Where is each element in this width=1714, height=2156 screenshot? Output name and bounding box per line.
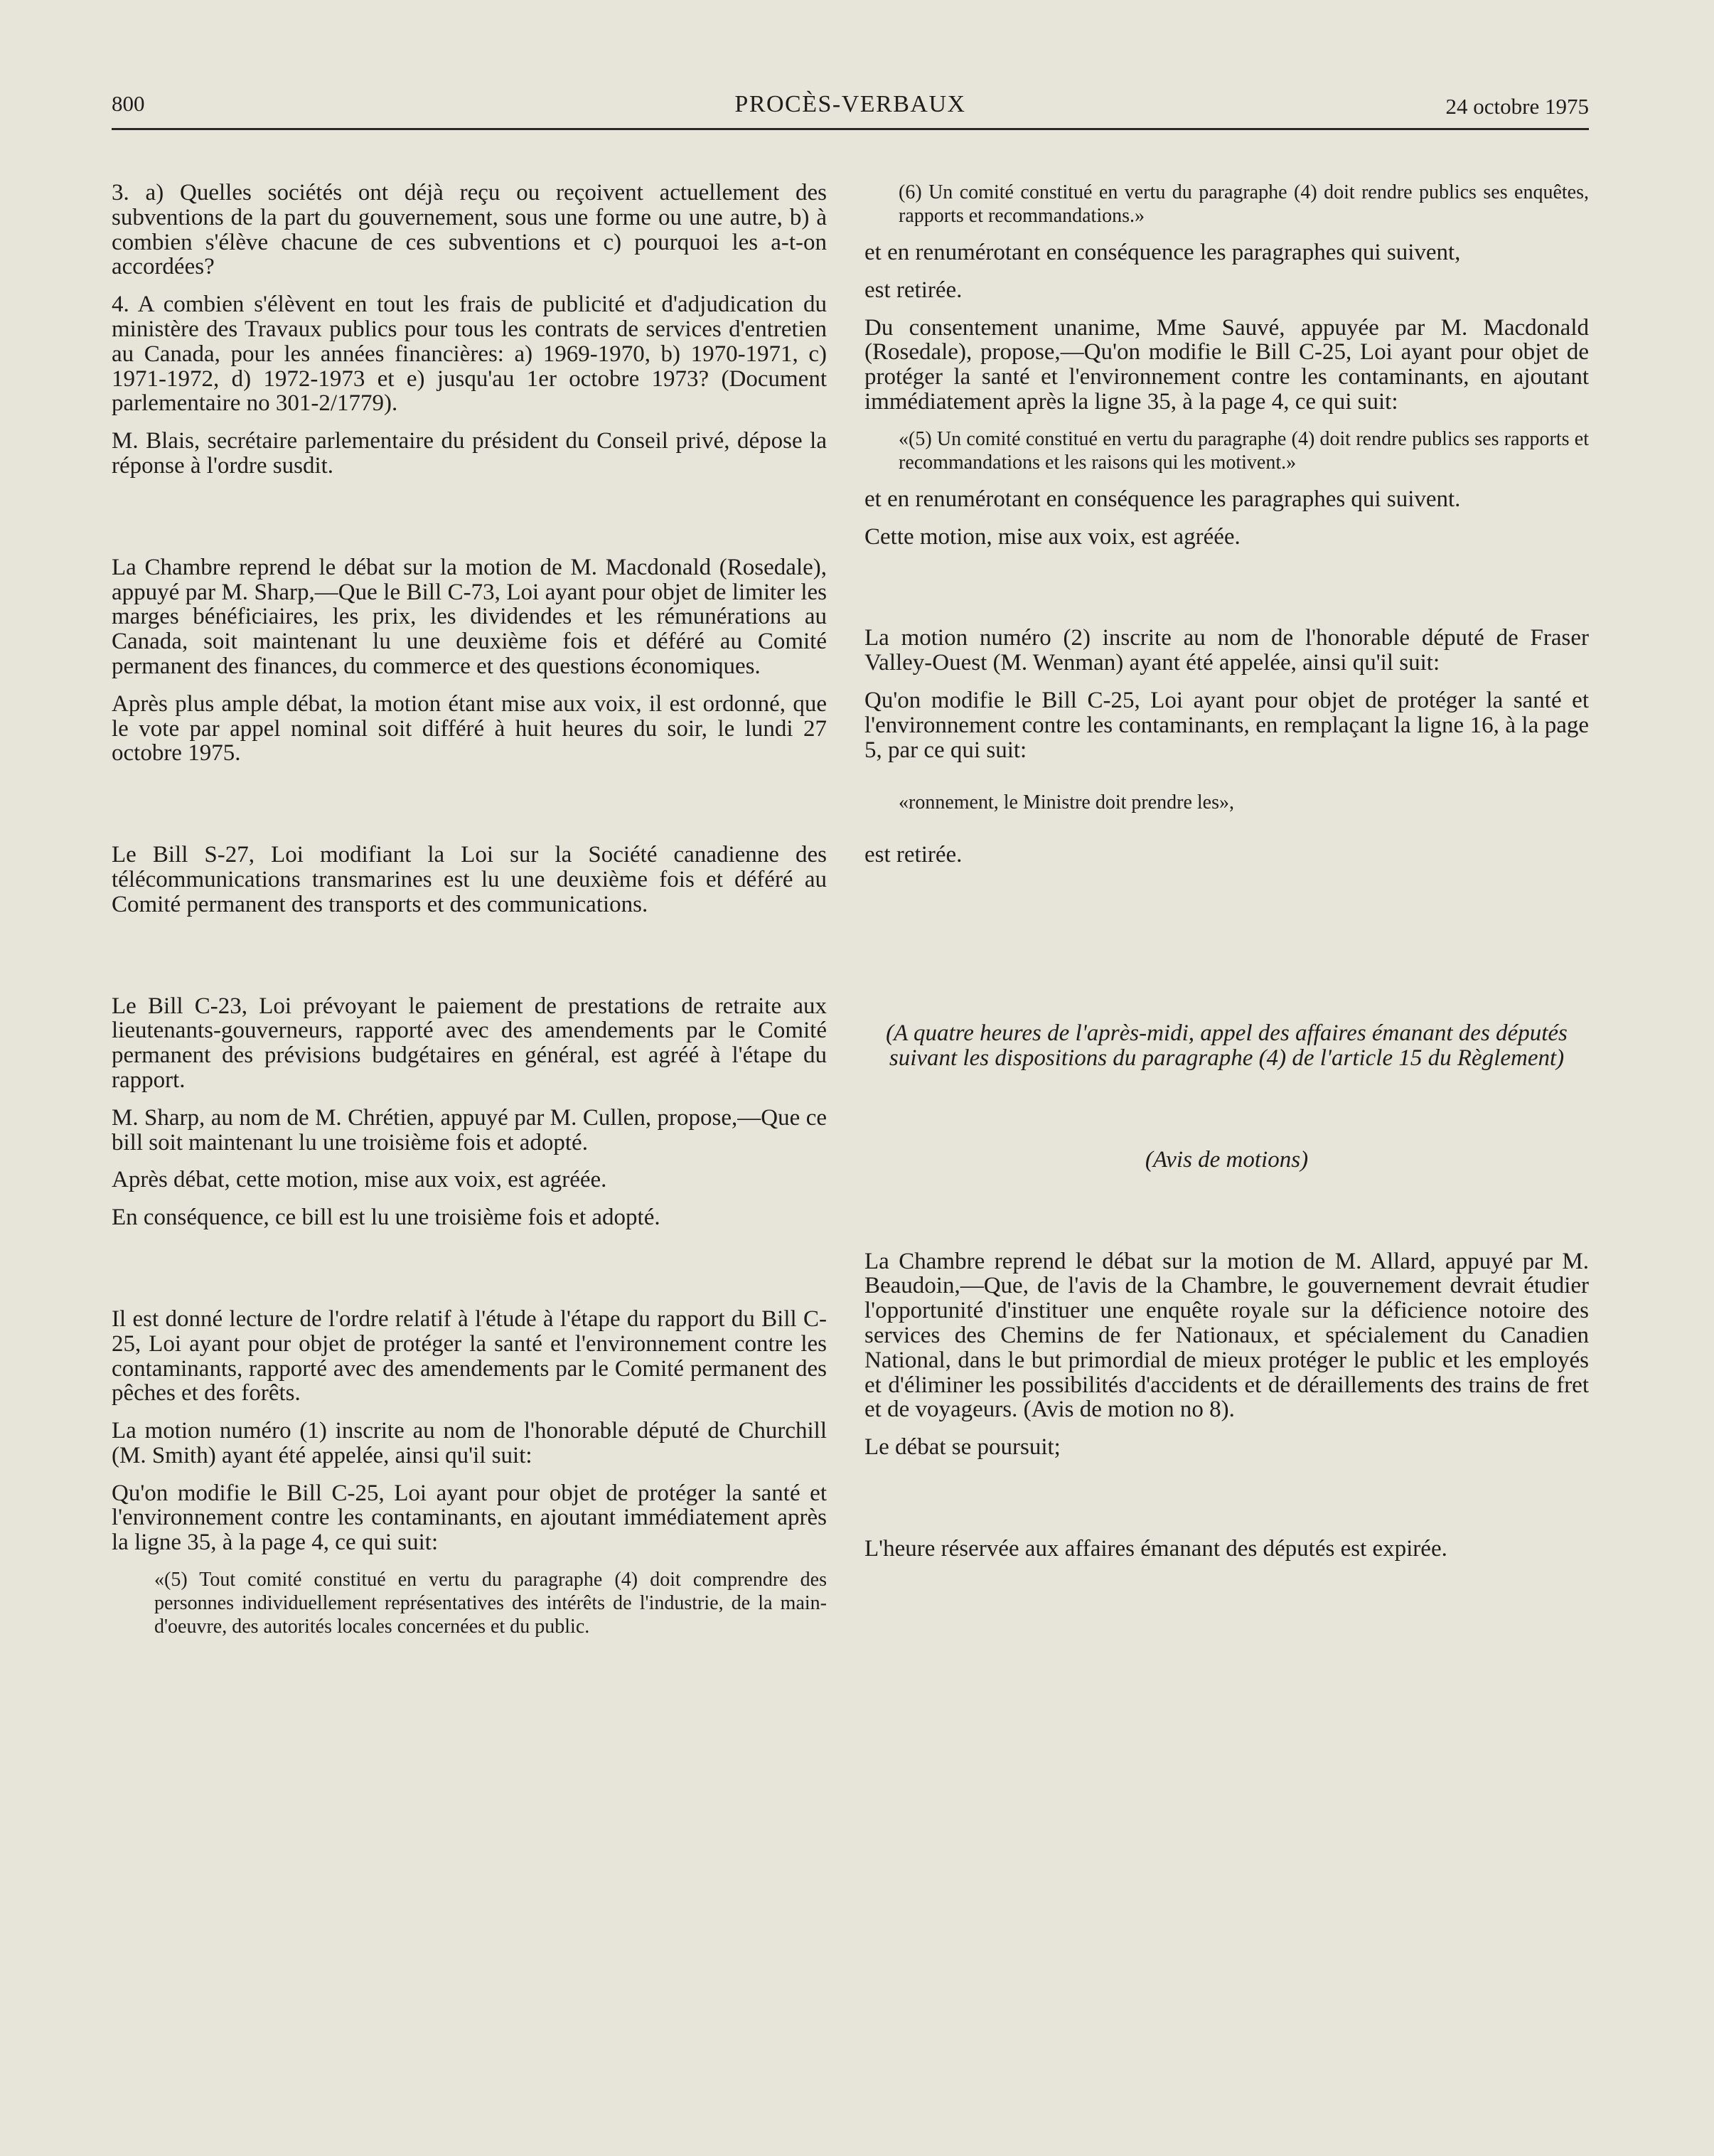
- sharp-motion: M. Sharp, au nom de M. Chrétien, appuyé par M. Cullen, propose,—Que ce bill soit maintenant lu une troisième fois et adopté.: [112, 1104, 827, 1156]
- motion-1: La motion numéro (1) inscrite au nom de l'honorable député de Churchill (M. Smith) ayant été appelée, ainsi qu'il suit:: [112, 1418, 827, 1468]
- quoted-line-16: «ronnement, le Ministre doit prendre les»,: [899, 791, 1234, 814]
- debate-continues: Le débat se poursuit;: [864, 1434, 1061, 1461]
- sauve-motion: Du consentement unanime, Mme Sauvé, appuyée par M. Macdonald (Rosedale), propose,—Qu'on modifie le Bill C-25, Loi ayant pour objet de protéger la santé et l'environnement contre les contaminants, en ajoutant immédiatement après la ligne 35, à la page 4, ce qui suit:: [864, 314, 1589, 415]
- allard-motion: La Chambre reprend le débat sur la motion de M. Allard, appuyé par M. Beaudoin,—Que, de l'avis de la Chambre, le gouvernement devrait étudier l'opportunité d'instituer une enquête royale sur la déficience notoire des services des Chemins de fer Nationaux, et spécialement du Canadien National, dans le but primordial de mieux protéger le public et les employés et d'éliminer les possibilités d'accidents et de déraillements des trains de fret et de voyageurs. (Avis de motion no 8).: [864, 1248, 1589, 1423]
- motion-2: La motion numéro (2) inscrite au nom de l'honorable député de Fraser Valley-Ouest (M. Wenman) ayant été appelée, ainsi qu'il suit:: [864, 625, 1589, 676]
- bill-s27-paragraph: Le Bill S-27, Loi modifiant la Loi sur la Société canadienne des télécommunications transmarines est lu une deuxième fois et déféré au Comité permanent des transports et des communications.: [112, 842, 827, 917]
- right-column: [864, 181, 1589, 1562]
- notices-heading: (Avis de motions): [1145, 1146, 1309, 1173]
- blais-paragraph: M. Blais, secrétaire parlementaire du président du Conseil privé, dépose la réponse à l'ordre susdit.: [112, 428, 827, 479]
- page-header: [112, 91, 1589, 130]
- bill-c23-paragraph: Le Bill C-23, Loi prévoyant le paiement de prestations de retraite aux lieutenants-gouverneurs, rapporté avec des amendements par le Comité permanent des prévisions budgétaires en général, est agréé à l'étape du rapport.: [112, 993, 827, 1093]
- amendment-1: Qu'on modifie le Bill C-25, Loi ayant pour objet de protéger la santé et l'environnement contre les contaminants, en ajoutant immédiatement après la ligne 35, à la page 4, ce qui suit:: [112, 1480, 827, 1556]
- private-members-heading: (A quatre heures de l'après-midi, appel des affaires émanant des députés suivant les dispositions du paragraphe (4) de l'article 15 du Règlement): [886, 1020, 1568, 1071]
- bill-c25-order: Il est donné lecture de l'ordre relatif à l'étude à l'étape du rapport du Bill C-25, Loi ayant pour objet de protéger la santé et l'environnement contre les contaminants, rapporté avec des amendements par le Comité permanent des pêches et des forêts.: [112, 1306, 827, 1407]
- renumber-1: et en renumérotant en conséquence les paragraphes qui suivent,: [864, 240, 1461, 265]
- bill-c73-deferred: Après plus ample débat, la motion étant mise aux voix, il est ordonné, que le vote par appel nominal soit différé à huit heures du soir, le lundi 27 octobre 1975.: [112, 690, 827, 767]
- quoted-subsection-5: «(5) Tout comité constitué en vertu du paragraphe (4) doit comprendre des personnes individuellement représentatives des intérêts de l'industrie, de la main-d'oeuvre, des autorités locales concernées et du public.: [154, 1569, 827, 1638]
- hour-expired: L'heure réservée aux affaires émanant des députés est expirée.: [864, 1535, 1447, 1562]
- amendment-2: Qu'on modifie le Bill C-25, Loi ayant pour objet de protéger la santé et l'environnement contre les contaminants, en remplaçant la ligne 16, à la page 5, par ce qui suit:: [864, 687, 1589, 763]
- page-title: PROCÈS-VERBAUX: [734, 91, 966, 117]
- question-4: 4. A combien s'élèvent en tout les frais de publicité et d'adjudication du ministère des Travaux publics pour tous les contrats de services d'entretien au Canada, pour les années financières: a) 1969-1970, b) 1970-1971, c) 1971-1972, d) 1972-1973 et e) jusqu'au 1er octobre 1973? (Document parlementaire no 301-2/1779).: [112, 292, 827, 417]
- quoted-subsection-5b: «(5) Un comité constitué en vertu du paragraphe (4) doit rendre publics ses rapports et recommandations et les raisons qui les motivent.»: [899, 427, 1589, 474]
- left-column: [112, 181, 827, 1638]
- page-date: 24 octobre 1975: [1445, 94, 1589, 119]
- question-3: 3. a) Quelles sociétés ont déjà reçu ou reçoivent actuellement des subventions de la part du gouvernement, sous une forme ou une autre, b) à combien s'élève chacune de ces subventions et c) pourquoi les a-t-on accordées?: [112, 180, 827, 280]
- motion-agreed-2: Cette motion, mise aux voix, est agréée.: [864, 523, 1241, 550]
- renumber-2: et en renumérotant en conséquence les paragraphes qui suivent.: [864, 486, 1461, 512]
- withdrawn-1: est retirée.: [864, 277, 963, 303]
- quoted-subsection-6: (6) Un comité constitué en vertu du paragraphe (4) doit rendre publics ses enquêtes, rapports et recommandations.»: [899, 181, 1589, 227]
- motion-agreed: Après débat, cette motion, mise aux voix, est agréée.: [112, 1167, 607, 1193]
- withdrawn-2: est retirée.: [864, 842, 963, 868]
- third-reading: En conséquence, ce bill est lu une troisième fois et adopté.: [112, 1205, 660, 1231]
- bill-c73-paragraph: La Chambre reprend le débat sur la motion de M. Macdonald (Rosedale), appuyé par M. Sharp,—Que le Bill C-73, Loi ayant pour objet de limiter les marges bénéficiaires, les prix, les dividendes et les rémunérations au Canada, soit maintenant lu une deuxième fois et déféré au Comité permanent des finances, du commerce et des questions économiques.: [112, 554, 827, 679]
- page-number: 800: [112, 91, 145, 116]
